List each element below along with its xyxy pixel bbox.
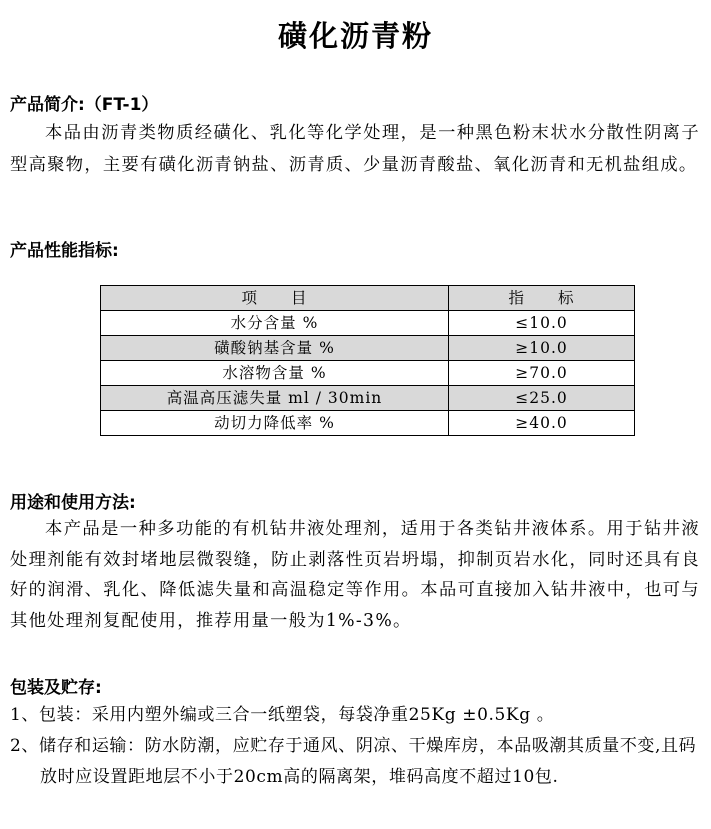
- usage-text: 本产品是一种多功能的有机钻井液处理剂，适用于各类钻井液体系。用于钻井液处理剂能有效封堵地层微裂缝，防止剥落性页岩坍塌，抑制页岩水化，同时还具有良好的润滑、乳化、降低滤失量和高温稳定等作用。本品可直接加入钻井液中，也可与其他处理剂复配使用，推荐用量一般为1%-3%。: [10, 519, 700, 631]
- spec-item: 水分含量 %: [101, 311, 449, 336]
- table-row: [101, 411, 635, 436]
- spec-item: 水溶物含量 %: [101, 361, 449, 386]
- spec-value: ≥10.0: [449, 336, 635, 361]
- spec-item: 磺酸钠基含量 %: [101, 336, 449, 361]
- table-row: [101, 386, 635, 411]
- table-row: [101, 311, 635, 336]
- spec-value: ≤10.0: [449, 311, 635, 336]
- spec-col-value-header: 指 标: [449, 286, 635, 311]
- intro-text: 本品由沥青类物质经磺化、乳化等化学处理，是一种黑色粉末状水分散性阴离子型高聚物，主要有磺化沥青钠盐、沥青质、少量沥青酸盐、氧化沥青和无机盐组成。: [10, 123, 700, 175]
- table-row: [101, 361, 635, 386]
- table-row: [101, 336, 635, 361]
- spec-item: 动切力降低率 %: [101, 411, 449, 436]
- specs-heading: 产品性能指标:: [10, 241, 119, 261]
- storage-item-transport: 2、储存和运输：防水防潮，应贮存于通风、阴凉、干燥库房，本品吸潮其质量不变,且码放时应设置距地层不小于20cm高的隔离架，堆码高度不超过10包.: [10, 736, 697, 787]
- spec-value: ≥70.0: [449, 361, 635, 386]
- spec-value: ≥40.0: [449, 411, 635, 436]
- storage-heading: 包装及贮存:: [10, 678, 102, 698]
- page-title: 磺化沥青粉: [277, 19, 433, 53]
- spec-col-item-header: 项 目: [101, 286, 449, 311]
- spec-item: 高温高压滤失量 ml / 30min: [101, 386, 449, 411]
- spec-value: ≤25.0: [449, 386, 635, 411]
- spec-table-header: [101, 286, 635, 311]
- usage-heading: 用途和使用方法:: [10, 493, 136, 513]
- spec-table: [100, 285, 635, 436]
- storage-item-packaging: 1、包装：采用内塑外编或三合一纸塑袋，每袋净重25Kg ±0.5Kg 。: [10, 705, 555, 725]
- intro-heading: 产品简介:（FT-1）: [10, 95, 159, 115]
